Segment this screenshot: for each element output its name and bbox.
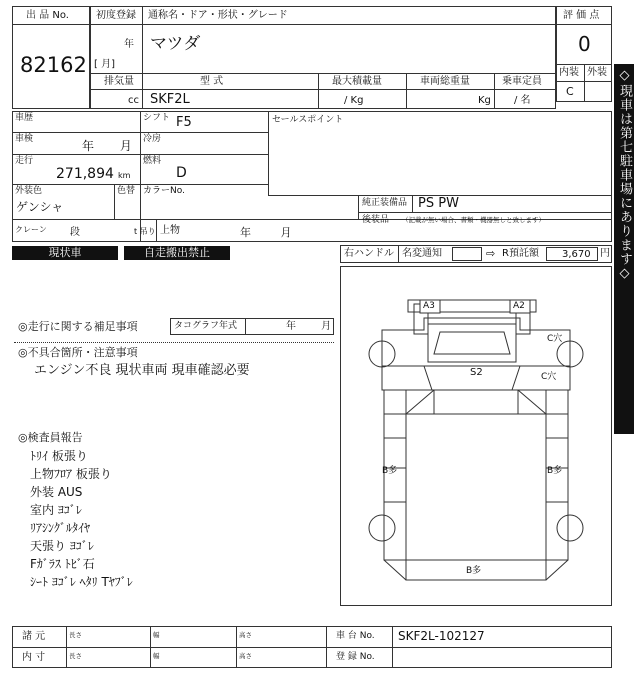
max-load-label: 最大積載量 [332,76,382,87]
width-label-2: 幅 [153,652,160,660]
no-drive-banner: 自走搬出禁止 [124,246,230,260]
fuel-value: D [176,165,187,181]
name-change-label: 名変通知 [402,248,442,259]
color-label: 外装色 [15,186,43,196]
inner-label: 内 寸 [22,652,46,663]
parking-banner [614,64,634,434]
arrow-mark: ⇨ [486,247,496,260]
body-value: 年 月 [240,226,292,239]
wheel-rear-left [369,515,395,541]
mileage-label: 走行 [15,156,34,166]
shift-label: シフト [143,113,171,123]
body-label: 上物 [160,225,180,236]
model-label: 型 式 [200,76,224,87]
name-change-box [452,247,482,261]
length-label-1: 長さ [69,631,82,639]
year-unit: 年 [124,39,134,50]
inspector-item: 上物ﾌﾛｱ 板張り [30,467,112,481]
lot-number: 82162 [20,53,87,77]
mileage-unit: km [118,171,131,180]
reg-no-label: 登 録 No. [336,652,375,662]
max-load-value: / Kg [344,95,364,106]
length-label-2: 長さ [69,652,82,660]
name-label: 通称名・ドア・形状・グレード [148,10,288,21]
inspector-item: 外装 AUS [30,485,83,499]
mark-a2: A2 [513,301,525,311]
cargo-bed [384,390,568,560]
mileage-value: 271,894 [56,166,114,182]
chassis-number: SKF2L-102127 [398,629,485,643]
r-deadline-label: R預託額 [502,248,539,259]
lot-label: 出 品 No. [26,10,69,21]
inspection-value: 年 月 [82,139,132,153]
inspector-item: 天張り ﾖｺﾞﾚ [30,539,94,553]
crane-stage: 段 [70,227,80,238]
yen-unit: 円 [600,248,610,259]
crane-load: t 吊り [134,227,156,236]
chassis-label: 車 台 No. [336,631,375,641]
first-reg-label: 初度登録 [96,10,136,21]
defects-label: ◎不具合箇所・注意事項 [18,346,138,359]
color-no-label: カラーNo. [143,186,185,196]
interior-score: C [566,85,574,98]
month-bracket: [ 月] [94,59,115,70]
aftermarket-note: （記載が無い場合、書類・機器無しと致します） [402,216,545,224]
gross-weight-label: 車両総重量 [420,76,470,87]
inspection-label: 車検 [15,134,34,144]
displacement-unit: cc [128,95,139,106]
height-label-1: 高さ [239,631,252,639]
score-value: 0 [578,32,591,56]
interior-label: 内装 [559,67,579,78]
aftermarket-label: 後装品 [362,215,390,225]
mark-b-right: B多 [547,466,563,476]
width-label-1: 幅 [153,631,160,639]
inspector-list [30,447,290,591]
mark-c-front: C穴 [547,334,563,344]
color-value: ゲンシャ [16,200,64,214]
tachograph-label: タコグラフ年式 [174,321,238,331]
steering-value: 右ハンドル [344,248,394,259]
mark-c-side: C穴 [541,372,557,382]
model-value: SKF2L [150,92,190,107]
mark-b-rear: B多 [466,566,482,576]
capacity-value: / 名 [514,95,531,106]
inspector-item: ｼｰﾄ ﾖｺﾞﾚ ﾍﾀﾘ Tﾔﾌﾞﾚ [30,575,133,589]
wheel-rear-right [557,515,583,541]
inspector-label: ◎検査員報告 [18,431,83,444]
displacement-label: 排気量 [104,76,134,87]
ac-label: 冷房 [143,134,162,144]
driving-notes-label: ◎走行に関する補足事項 [18,320,138,333]
sales-point-label: セールスポイント [272,115,344,125]
height-label-2: 高さ [239,652,252,660]
equipment-value: PS PW [418,196,459,211]
gross-weight-value: Kg [478,95,491,106]
equipment-label: 純正装備品 [362,198,408,208]
mark-b-left: B多 [382,466,398,476]
color-change-label: 色替 [117,186,136,196]
car-name: マツダ [150,34,201,54]
inspector-item: ﾘｱｼﾝｸﾞﾙﾀｲﾔ [30,521,91,535]
score-label: 評 価 点 [563,10,600,21]
fuel-label: 燃料 [143,156,162,166]
history-label: 車歴 [15,113,34,123]
exterior-label: 外装 [587,67,607,78]
shift-value: F5 [176,115,192,130]
r-deadline-value: 3,670 [562,249,591,260]
car-diagram [340,266,612,606]
parking-banner-text: ◇現車は第七駐車場にあります◇ [617,68,632,282]
inspector-item: 室内 ﾖｺﾞﾚ [30,503,82,517]
as-is-banner: 現状車 [12,246,118,260]
inspector-item: ﾄﾘｲ 板張り [30,449,88,463]
capacity-label: 乗車定員 [502,76,542,87]
crane-label: クレーン [15,225,47,234]
spec-label: 諸 元 [22,631,46,642]
mark-s2: S2 [470,367,483,378]
windshield [434,332,510,354]
tachograph-value: 年 月 [286,321,332,332]
mark-a3: A3 [423,301,435,311]
defects-text: エンジン不良 現状車両 現車確認必要 [34,363,250,378]
inspector-item: Fｶﾞﾗｽ ﾄﾋﾞ石 [30,557,95,571]
